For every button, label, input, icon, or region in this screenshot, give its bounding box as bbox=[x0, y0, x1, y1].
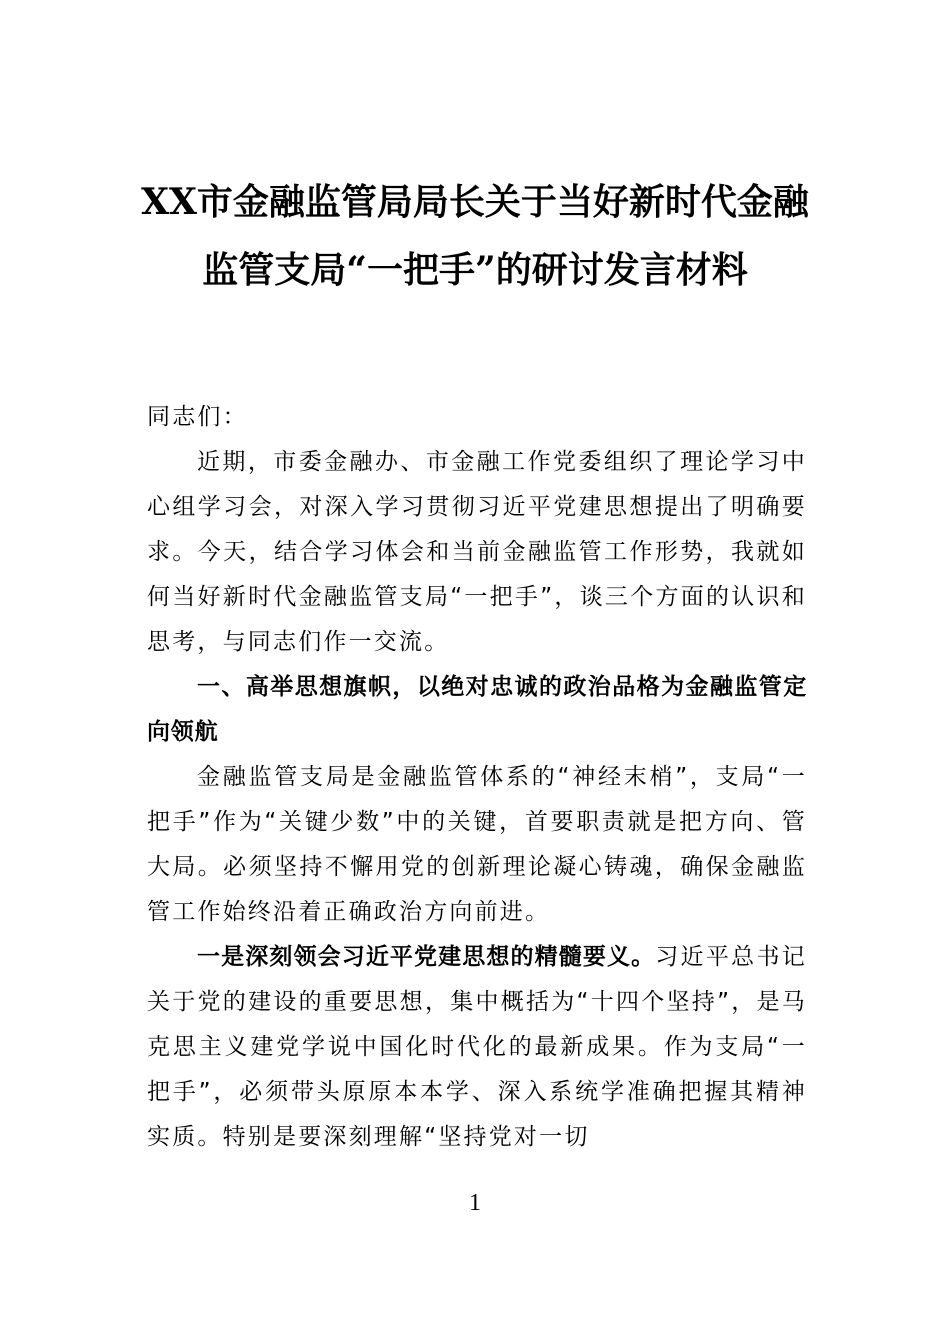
section-1-paragraph: 金融监管支局是金融监管体系的“神经末梢”，支局“一把手”作为“关键少数”中的关键，首要职责就是把方向、管大局。必须坚持不懈用党的创新理论凝心铸魂，确保金融监管工作始终沿着正确政治方向前进。 bbox=[147, 764, 807, 925]
point-1-lead: 一是深刻领会习近平党建思想的精髓要义。 bbox=[197, 944, 656, 970]
title-line-2: 监管支局“一把手”的研讨发言材料 bbox=[202, 249, 748, 291]
intro-paragraph: 近期，市委金融办、市金融工作党委组织了理论学习中心组学习会，对深入学习贯彻习近平党建思想提出了明确要求。今天，结合学习体会和当前金融监管工作形势，我就如何当好新时代金融监管支局“一把手”，谈三个方面的认识和思考，与同志们作一交流。 bbox=[147, 449, 807, 655]
document-body bbox=[147, 395, 807, 1160]
salutation: 同志们： bbox=[147, 404, 248, 430]
title-line-1: XX市金融监管局局长关于当好新时代金融 bbox=[141, 181, 809, 223]
point-1-paragraph bbox=[147, 935, 807, 1160]
document-title bbox=[120, 168, 830, 304]
point-1-text: 习近平总书记关于党的建设的重要思想，集中概括为“十四个坚持”，是马克思主义建党学说中国化时代化的最新成果。作为支局“一把手”，必须带头原原本本学、深入系统学准确把握其精神实质。特别是要深刻理解“坚持党对一切 bbox=[147, 944, 808, 1150]
page-number: 1 bbox=[469, 1190, 481, 1216]
section-1-heading: 一、高举思想旗帜，以绝对忠诚的政治品格为金融监管定向领航 bbox=[147, 674, 807, 745]
